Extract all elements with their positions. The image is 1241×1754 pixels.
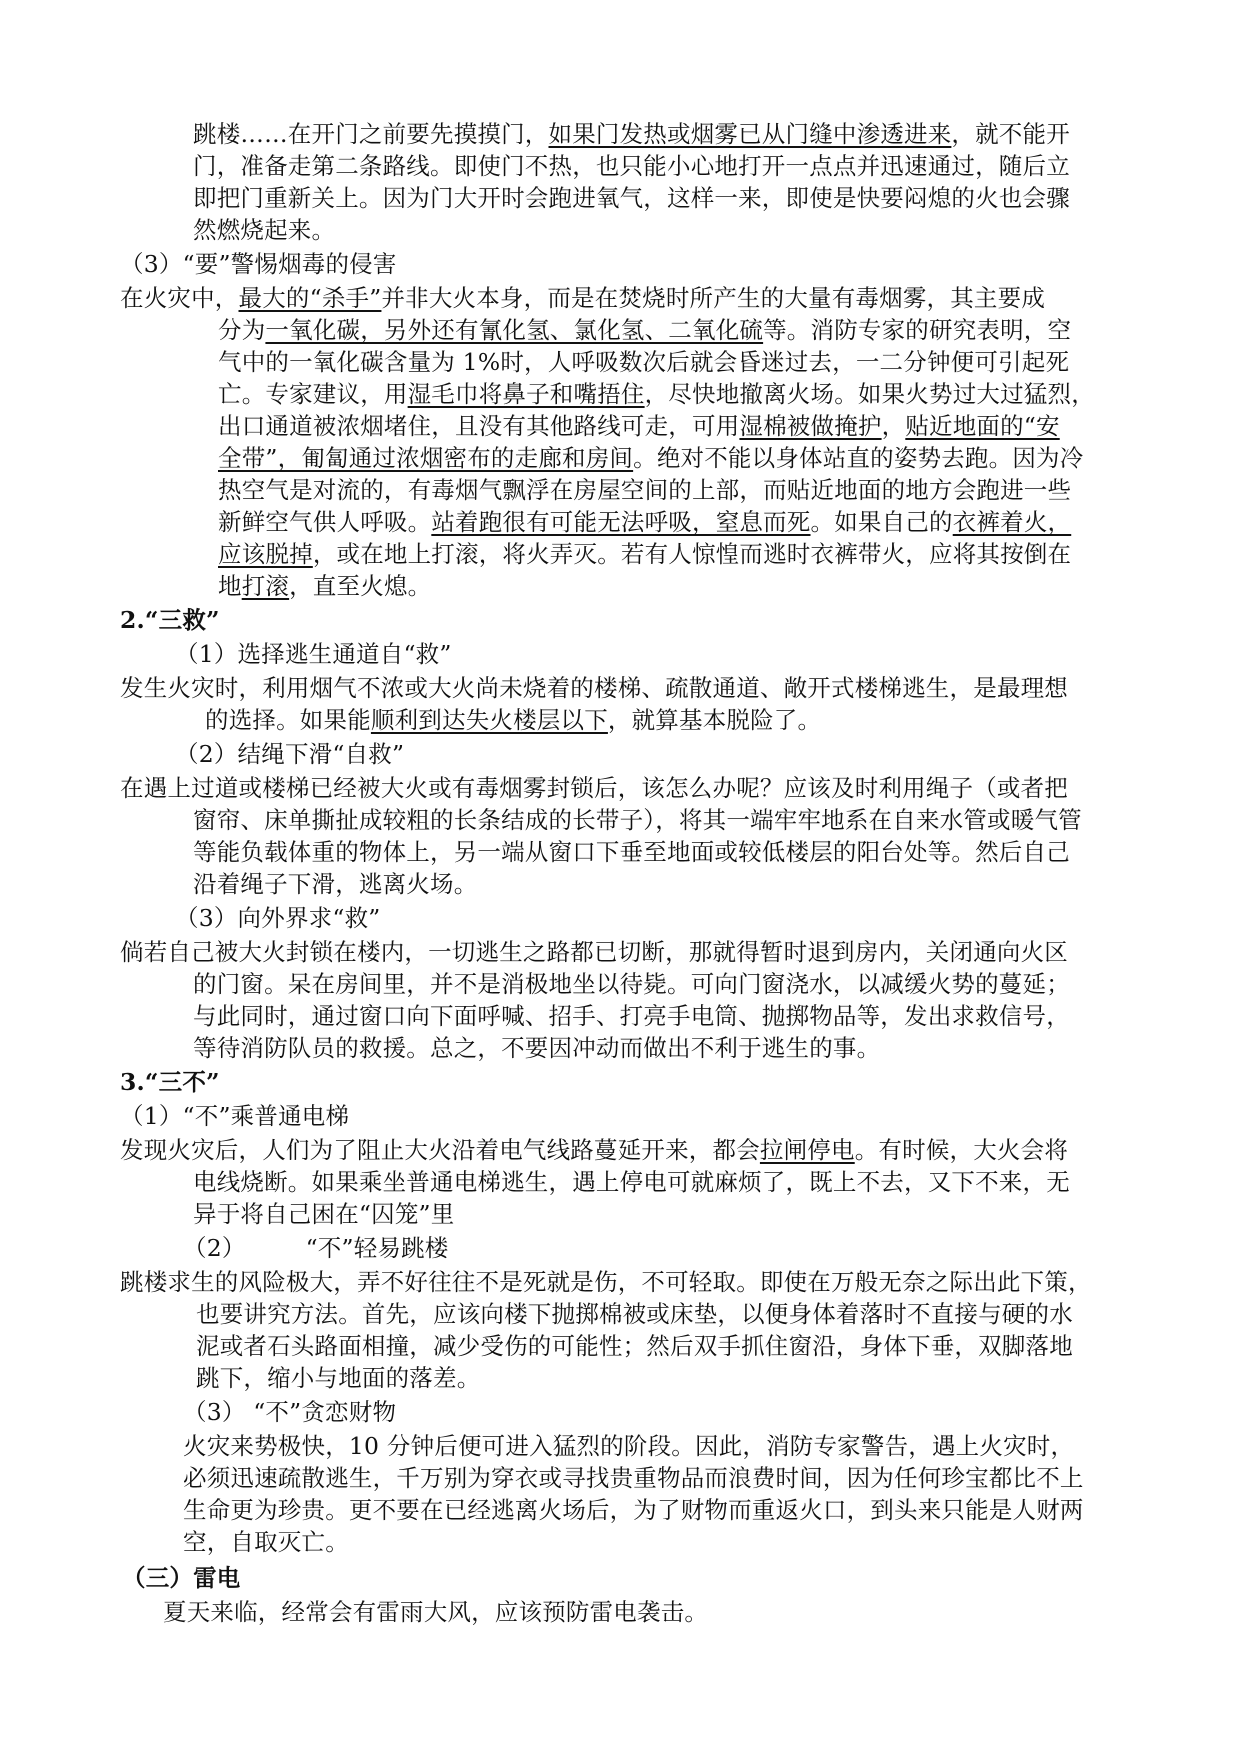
emphasis-underline: 贴近地面的“安 bbox=[905, 412, 1060, 440]
text-line: 沿着绳子下滑，逃离火场。 bbox=[193, 870, 478, 898]
text-line: 倘若自己被大火封锁在楼内，一切逃生之路都已切断，那就得暂时退到房内，关闭通向火区 bbox=[120, 938, 1068, 966]
section-heading: 3.“三不” bbox=[120, 1068, 220, 1096]
text-line: 火灾来势极快，10 分钟后便可进入猛烈的阶段。因此，消防专家警告，遇上火灾时， bbox=[183, 1432, 1075, 1460]
subsection-heading: （2） “不”轻易跳楼 bbox=[183, 1234, 449, 1262]
text-line: 新鲜空气供人呼吸。站着跑很有可能无法呼吸，窒息而死。如果自己的衣裤着火， bbox=[218, 508, 1072, 536]
emphasis-underline: 顺利到达失火楼层以下 bbox=[370, 706, 608, 734]
text-line: 在火灾中，最大的“杀手”并非大火本身，而是在焚烧时所产生的大量有毒烟雾，其主要成 bbox=[120, 284, 1046, 312]
text-line: 地打滚，直至火熄。 bbox=[218, 572, 432, 600]
text-line: 跳下，缩小与地面的落差。 bbox=[196, 1364, 481, 1392]
emphasis-underline: 站着跑很有可能无法呼吸，窒息而死 bbox=[431, 508, 811, 536]
emphasis-underline: 湿棉被做掩护 bbox=[739, 412, 882, 440]
emphasis-underline: 应该脱掉 bbox=[218, 540, 313, 568]
text-line: 等能负载体重的物体上，另一端从窗口下垂至地面或较低楼层的阳台处等。然后自己 bbox=[193, 838, 1070, 866]
subsection-heading: （1）“不”乘普通电梯 bbox=[120, 1102, 350, 1130]
text-line: 气中的一氧化碳含量为 1%时，人呼吸数次后就会昏迷过去，一二分钟便可引起死 bbox=[218, 348, 1070, 376]
emphasis-underline: 拉闸停电 bbox=[759, 1136, 855, 1164]
text-line: 门，准备走第二条路线。即使门不热，也只能小心地打开一点点并迅速通过，随后立 bbox=[193, 152, 1070, 180]
text-line: 夏天来临，经常会有雷雨大风，应该预防雷电袭击。 bbox=[163, 1598, 709, 1626]
emphasis-underline: 一氧化碳，另外还有氰化氢、氯化氢、二氧化硫 bbox=[265, 316, 764, 344]
subsection-heading: （3）向外界求“救” bbox=[175, 904, 381, 932]
text-line: 的门窗。呆在房间里，并不是消极地坐以待毙。可向门窗浇水，以减缓火势的蔓延； bbox=[193, 970, 1070, 998]
subsection-heading: （3） “不”贪恋财物 bbox=[183, 1398, 397, 1426]
text-line: 然燃烧起来。 bbox=[193, 216, 336, 244]
text-line: 即把门重新关上。因为门大开时会跑进氧气，这样一来，即使是快要闷熄的火也会骤 bbox=[193, 184, 1070, 212]
text-line: 窗帘、床单撕扯成较粗的长条结成的长带子），将其一端牢牢地系在自来水管或暖气管 bbox=[193, 806, 1082, 834]
text-line: 空，自取灭亡。 bbox=[183, 1528, 349, 1556]
emphasis-underline: 打滚 bbox=[241, 572, 290, 600]
emphasis-underline: 湿毛巾将鼻子和嘴捂住 bbox=[407, 380, 645, 408]
text-line: 电线烧断。如果乘坐普通电梯逃生，遇上停电可就麻烦了，既上不去，又下不来，无 bbox=[193, 1168, 1070, 1196]
text-line: 在遇上过道或楼梯已经被大火或有毒烟雾封锁后，该怎么办呢？应该及时利用绳子（或者把 bbox=[120, 774, 1068, 802]
emphasis-underline: 全带”，匍匐通过浓烟密布的走廊和房间 bbox=[218, 444, 634, 472]
text-line: 异于将自己困在“囚笼”里 bbox=[193, 1200, 455, 1228]
text-line: 跳楼……在开门之前要先摸摸门，如果门发热或烟雾已从门缝中渗透进来，就不能开 bbox=[193, 120, 1070, 148]
text-line: 分为一氧化碳，另外还有氰化氢、氯化氢、二氧化硫等。消防专家的研究表明，空 bbox=[218, 316, 1072, 344]
text-line: 必须迅速疏散逃生，千万别为穿衣或寻找贵重物品而浪费时间，因为任何珍宝都比不上 bbox=[183, 1464, 1084, 1492]
text-line: 也要讲究方法。首先，应该向楼下抛掷棉被或床垫，以便身体着落时不直接与硬的水 bbox=[196, 1300, 1073, 1328]
text-line: 跳楼求生的风险极大，弄不好往往不是死就是伤，不可轻取。即使在万般无奈之际出此下策， bbox=[120, 1268, 1092, 1296]
text-line: 全带”，匍匐通过浓烟密布的走廊和房间。绝对不能以身体站直的姿势去跑。因为冷 bbox=[218, 444, 1084, 472]
emphasis-underline: 衣裤着火， bbox=[952, 508, 1072, 536]
subsection-heading: （1）选择逃生通道自“救” bbox=[175, 640, 452, 668]
text-line: 出口通道被浓烟堵住，且没有其他路线可走，可用湿棉被做掩护，贴近地面的“安 bbox=[218, 412, 1060, 440]
text-line: 亡。专家建议，用湿毛巾将鼻子和嘴捂住，尽快地撤离火场。如果火势过大过猛烈， bbox=[218, 380, 1095, 408]
emphasis-underline: 如果门发热或烟雾已从门缝中渗透进来 bbox=[548, 120, 952, 148]
subsection-heading: （2）结绳下滑“自救” bbox=[175, 740, 405, 768]
text-line: 发现火灾后，人们为了阻止大火沿着电气线路蔓延开来，都会拉闸停电。有时候，大火会将 bbox=[120, 1136, 1069, 1164]
text-line: 泥或者石头路面相撞，减少受伤的可能性；然后双手抓住窗沿，身体下垂，双脚落地 bbox=[196, 1332, 1073, 1360]
emphasis-underline: 最大的“杀手” bbox=[238, 284, 382, 312]
text-line: 等待消防队员的救援。总之，不要因冲动而做出不利于逃生的事。 bbox=[193, 1034, 881, 1062]
text-line: 的选择。如果能顺利到达失火楼层以下，就算基本脱险了。 bbox=[205, 706, 822, 734]
text-line: 发生火灾时，利用烟气不浓或大火尚未烧着的楼梯、疏散通道、敞开式楼梯逃生，是最理想 bbox=[120, 674, 1068, 702]
text-line: 应该脱掉，或在地上打滚，将火弄灭。若有人惊惶而逃时衣裤带火，应将其按倒在 bbox=[218, 540, 1072, 568]
text-line: 生命更为珍贵。更不要在已经逃离火场后，为了财物而重返火口，到头来只能是人财两 bbox=[183, 1496, 1084, 1524]
text-line: 与此同时，通过窗口向下面呼喊、招手、打亮手电筒、抛掷物品等，发出求救信号， bbox=[193, 1002, 1070, 1030]
subsection-heading: （3）“要”警惕烟毒的侵害 bbox=[120, 250, 397, 278]
section-heading: 2.“三救” bbox=[120, 606, 220, 634]
text-line: 热空气是对流的，有毒烟气飘浮在房屋空间的上部，而贴近地面的地方会跑进一些 bbox=[218, 476, 1072, 504]
section-heading: （三）雷电 bbox=[122, 1564, 241, 1592]
